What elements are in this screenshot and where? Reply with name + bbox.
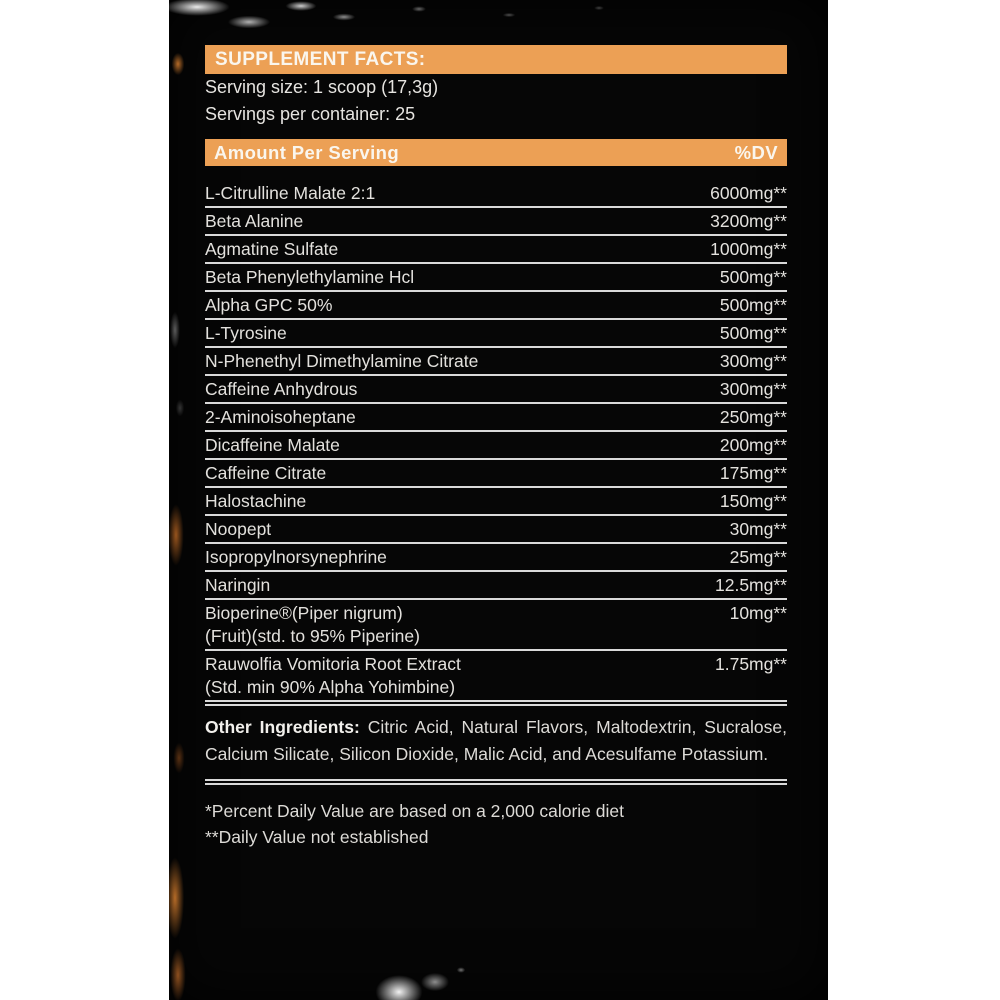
ingredient-row <box>205 432 787 460</box>
supplement-facts-title: SUPPLEMENT FACTS: <box>215 49 426 70</box>
ingredient-row <box>205 292 787 320</box>
ingredient-amount: 10mg** <box>729 603 787 623</box>
paint-splash-bottom <box>361 950 481 1000</box>
amount-per-serving-header-bar <box>205 139 787 166</box>
ingredient-amount: 6000mg** <box>710 183 787 203</box>
ingredient-row <box>205 208 787 236</box>
ingredient-name: Caffeine Citrate <box>205 463 327 483</box>
supplement-facts-panel <box>205 0 787 850</box>
ingredient-amount: 500mg** <box>719 323 787 343</box>
ingredient-name-line2: (Fruit)(std. to 95% Piperine) <box>205 626 420 646</box>
ingredient-row <box>205 404 787 432</box>
ingredient-name: L-Citrulline Malate 2:1 <box>205 183 376 203</box>
ingredient-amount: 150mg** <box>719 491 787 511</box>
ingredient-amount: 30mg** <box>729 519 787 539</box>
ingredient-amount: 175mg** <box>719 463 787 483</box>
ingredient-row <box>205 460 787 488</box>
ingredient-row <box>205 516 787 544</box>
ingredient-amount: 12.5mg** <box>715 575 787 595</box>
servings-per-container-text: Servings per container: 25 <box>205 104 416 124</box>
ingredient-name: Beta Phenylethylamine Hcl <box>205 267 415 287</box>
ingredient-amount: 3200mg** <box>710 211 787 231</box>
other-ingredients-paragraph <box>205 714 787 768</box>
label-panel <box>169 0 828 1000</box>
ingredient-amount: 300mg** <box>719 351 787 371</box>
other-ingredients-text: Citric Acid, Natural Flavors, Maltodextrin, Sucralose, Calcium Silicate, Silicon Dioxide, Malic Acid, and Acesulfame Potassium. <box>205 717 787 764</box>
ingredient-row <box>205 348 787 376</box>
ingredient-name: Naringin <box>205 575 271 595</box>
ingredient-amount: 300mg** <box>719 379 787 399</box>
ingredient-name: Beta Alanine <box>205 211 304 231</box>
serving-size-text: Serving size: 1 scoop (17,3g) <box>205 77 439 97</box>
ingredient-amount: 1.75mg** <box>715 654 787 674</box>
footnotes <box>205 785 787 850</box>
other-ingredients-label: Other Ingredients: <box>205 717 360 737</box>
ingredient-name: Bioperine®(Piper nigrum) <box>205 603 403 623</box>
supplement-facts-header-bar <box>205 45 787 74</box>
ingredient-row <box>205 488 787 516</box>
ingredient-amount: 200mg** <box>719 435 787 455</box>
ingredient-name: Noopept <box>205 519 272 539</box>
flame-texture-left <box>169 0 201 1000</box>
ingredient-name: L-Tyrosine <box>205 323 287 343</box>
ingredient-name: Dicaffeine Malate <box>205 435 340 455</box>
amount-per-serving-label: Amount Per Serving <box>214 142 400 163</box>
footnote-daily-value: *Percent Daily Value are based on a 2,000 calorie diet <box>205 801 624 821</box>
ingredient-table <box>205 180 787 700</box>
ingredient-amount: 500mg** <box>719 295 787 315</box>
ingredient-amount: 250mg** <box>719 407 787 427</box>
ingredient-row <box>205 651 787 700</box>
ingredient-name: Alpha GPC 50% <box>205 295 333 315</box>
ingredient-amount: 25mg** <box>729 547 787 567</box>
ingredient-row <box>205 600 787 651</box>
ingredient-name-line2: (Std. min 90% Alpha Yohimbine) <box>205 677 456 697</box>
ingredient-row <box>205 264 787 292</box>
ingredient-row <box>205 320 787 348</box>
ingredient-row <box>205 572 787 600</box>
ingredient-row <box>205 236 787 264</box>
dv-header-label: %DV <box>734 142 778 163</box>
other-ingredients-section <box>205 700 787 785</box>
ingredient-row <box>205 180 787 208</box>
ingredient-name: Agmatine Sulfate <box>205 239 339 259</box>
footnote-dv-not-established: **Daily Value not established <box>205 827 429 847</box>
ingredient-amount: 1000mg** <box>710 239 787 259</box>
ingredient-row <box>205 376 787 404</box>
ingredient-name: Rauwolfia Vomitoria Root Extract <box>205 654 461 674</box>
ingredient-amount: 500mg** <box>719 267 787 287</box>
ingredient-row <box>205 544 787 572</box>
ingredient-name: Isopropylnorsynephrine <box>205 547 387 567</box>
ingredient-name: Caffeine Anhydrous <box>205 379 358 399</box>
ingredient-name: Halostachine <box>205 491 307 511</box>
ingredient-name: 2-Aminoisoheptane <box>205 407 356 427</box>
ingredient-name: N-Phenethyl Dimethylamine Citrate <box>205 351 479 371</box>
